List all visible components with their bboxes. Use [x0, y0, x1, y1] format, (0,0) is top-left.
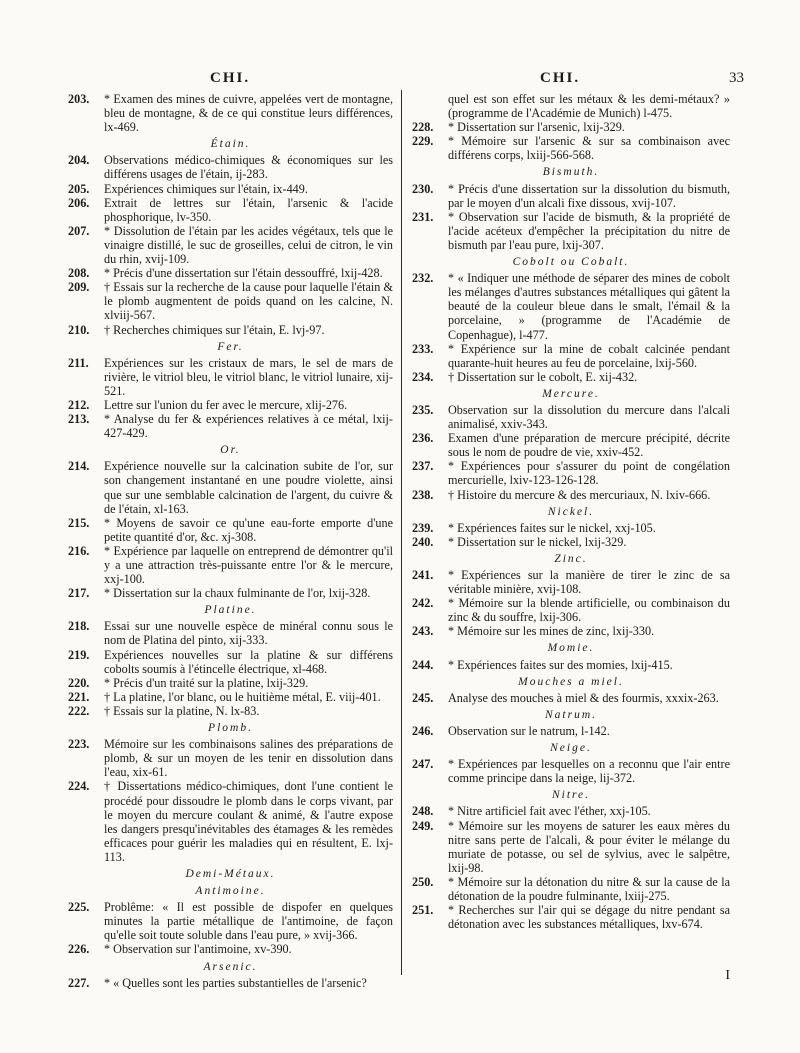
entry-text: * Expériences par lesquelles on a reconnu que l'air entre comme principe dans la neige, lij-372. [448, 757, 730, 786]
entry-number: 241. [412, 568, 434, 582]
entry-number: 214. [68, 459, 90, 474]
entry-number: 245. [412, 690, 434, 705]
index-entry [412, 757, 730, 785]
section-heading: Plomb. [208, 722, 253, 735]
entry-number: 219. [68, 647, 90, 662]
index-entry [412, 431, 730, 459]
section-heading: Natrum. [544, 708, 598, 721]
entry-text: * « Quelles sont les parties substantielles de l'arsenic? [104, 975, 367, 990]
entry-text: * Mémoire sur la blende artificielle, ou combinaison du zinc & du souffre, lxij-306. [448, 596, 730, 625]
entry-text: † Histoire du mercure & des mercuriaux, N. lxiv-666. [448, 487, 711, 502]
section-heading: Bismuth. [542, 166, 600, 179]
section-heading: Zinc. [554, 552, 588, 565]
index-entry [68, 153, 393, 181]
index-entry [68, 900, 393, 942]
index-entry [412, 658, 730, 672]
index-entry [68, 942, 393, 956]
entry-text: * Expériences faites sur le nickel, xxj-105. [448, 520, 656, 535]
entry-text: * Précis d'un traité sur la platine, lxij-329. [104, 675, 309, 690]
entry-text: † Essais sur la platine, N. lx-83. [104, 703, 260, 718]
entry-number [412, 92, 448, 120]
entry-text: * Précis d'une dissertation sur l'étain dessouffré, lxij-428. [104, 266, 383, 281]
section-heading: Nitre. [551, 789, 591, 802]
section-heading: Or. [220, 444, 241, 457]
index-entry [412, 271, 730, 341]
entry-number: 243. [412, 624, 434, 639]
entry-number: 207. [68, 223, 90, 238]
entry-text: † Essais sur la recherche de la cause pour laquelle l'étain & le plomb augmentent de poids quand on les calcine, N. xlviij-567. [104, 280, 393, 323]
index-entry [412, 804, 730, 818]
index-entry [68, 690, 393, 704]
index-entry [68, 196, 393, 224]
entry-number: 228. [412, 120, 434, 135]
index-entry [412, 120, 730, 134]
index-entry [412, 624, 730, 638]
entry-number: 212. [68, 397, 90, 412]
section-heading: Antimoine. [195, 885, 266, 898]
entry-number: 230. [412, 181, 434, 196]
entry-number: 227. [68, 975, 90, 990]
column-divider [401, 90, 402, 975]
index-entry [412, 521, 730, 535]
entry-text: Problême: « Il est possible de dispofer en quelques minutes la partie métallique de l'antimoine, de façon qu'elle soit toute soluble dans l'eau pure, » xvij-366. [104, 900, 393, 943]
index-entry [68, 323, 393, 337]
index-entry [68, 412, 393, 440]
entry-text: Expériences nouvelles sur la platine & sur différens cobolts soumis à l'étincelle électrique, xl-468. [104, 647, 393, 676]
entry-number: 251. [412, 903, 434, 918]
index-entry [412, 903, 730, 931]
entry-text: Expérience nouvelle sur la calcination subite de l'or, sur son changement instantané en une poudre violette, ainsi que sur une semblable calcination de l'argent, du cuivre & de l'étain, xl-163. [104, 459, 393, 516]
entry-text: † Dissertations médico-chimiques, dont l'une contient le procédé pour dissoudre le plomb dans le corps vivant, par le moyen du mercure coulant & animé, & l'autre expose les dangers presqu'inévitables des étamages & les remèdes efficaces pour guérir les maladies qui en résultent, E. lxj-113. [104, 779, 393, 864]
entry-number: 246. [412, 723, 434, 738]
entry-number: 223. [68, 737, 90, 752]
index-entry [412, 459, 730, 487]
entry-number: 239. [412, 520, 434, 535]
index-entry [412, 342, 730, 370]
entry-number: 240. [412, 534, 434, 549]
entry-text: * Dissertation sur la chaux fulminante de l'or, lxij-328. [104, 586, 371, 601]
index-entry [412, 535, 730, 549]
index-entry [412, 819, 730, 875]
entry-number: 226. [68, 942, 90, 957]
entry-text: * Mémoire sur les mines de zinc, lxij-330. [448, 624, 655, 639]
index-entry [412, 568, 730, 596]
left-column [68, 92, 393, 990]
entry-number: 206. [68, 195, 90, 210]
index-entry [68, 704, 393, 718]
section-heading: Nickel. [547, 505, 595, 518]
index-entry [412, 596, 730, 624]
index-entry [68, 737, 393, 779]
entry-text: Lettre sur l'union du fer avec le mercure, xlij-276. [104, 397, 348, 412]
entry-text: * Dissertation sur le nickel, lxij-329. [448, 534, 627, 549]
entry-number: 213. [68, 412, 90, 427]
entry-number: 216. [68, 543, 90, 558]
index-entry [68, 459, 393, 515]
entry-text: Observation sur le natrum, l-142. [448, 723, 610, 738]
index-entry [68, 280, 393, 322]
running-head-left: CHI. [210, 70, 251, 86]
entry-text: * Recherches sur l'air qui se dégage du nitre pendant sa détonation avec les substances métalliques, lxv-674. [448, 903, 730, 932]
entry-text: † Dissertation sur le cobolt, E. xij-432. [448, 369, 638, 384]
entry-text: quel est son effet sur les métaux & les demi-métaux? » (programme de l'Académie de Munich) l-475. [448, 92, 730, 121]
index-entry [68, 266, 393, 280]
entry-number: 221. [68, 689, 90, 704]
index-entry [412, 724, 730, 738]
index-entry [68, 779, 393, 864]
entry-text: * Mémoire sur la détonation du nitre & sur la cause de la détonation de la poudre fulminante, lxiij-275. [448, 874, 730, 903]
entry-number: 232. [412, 271, 434, 286]
entry-number: 247. [412, 757, 434, 772]
entry-text: * Précis d'une dissertation sur la dissolution du bismuth, par le moyen d'un alcali fixe dissous, xvij-107. [448, 181, 730, 210]
index-entry [68, 544, 393, 586]
entry-text: * Moyens de savoir ce qu'une eau-forte emporte d'une petite quantité d'or, &c. xj-308. [104, 515, 393, 544]
entry-text: † Recherches chimiques sur l'étain, E. lvj-97. [104, 322, 325, 337]
index-entry [412, 182, 730, 210]
entry-text: * Expériences pour s'assurer du point de congélation mercurielle, lxiv-123-126-128. [448, 459, 730, 488]
entry-number: 225. [68, 900, 90, 915]
right-column [412, 92, 730, 931]
index-entry [412, 488, 730, 502]
index-entry [412, 92, 730, 120]
entry-number: 234. [412, 369, 434, 384]
entry-text: † La platine, l'or blanc, ou le huitième métal, E. viij-401. [104, 689, 381, 704]
entry-text: Expériences chimiques sur l'étain, ix-449. [104, 181, 308, 196]
entry-text: Mémoire sur les combinaisons salines des préparations de plomb, & sur un moyen de les tenir en dissolution dans l'eau, xix-61. [104, 737, 393, 780]
entry-number: 236. [412, 431, 434, 446]
signature-mark: I [725, 968, 730, 983]
entry-number: 218. [68, 619, 90, 634]
entry-number: 250. [412, 874, 434, 889]
section-heading: Étain. [210, 138, 251, 151]
index-entry [412, 210, 730, 252]
entry-number: 231. [412, 209, 434, 224]
entry-number: 208. [68, 266, 90, 281]
entry-number: 222. [68, 703, 90, 718]
entry-number: 237. [412, 459, 434, 474]
entry-text: * Observation sur l'acide de bismuth, & la propriété de l'acide acéteux d'empêcher la précipitation du nitre de bismuth par l'eau pure, lxij-307. [448, 209, 730, 252]
index-entry [68, 619, 393, 647]
index-entry [68, 676, 393, 690]
section-heading: Demi-Métaux. [185, 867, 276, 880]
entry-number: 244. [412, 657, 434, 672]
index-entry [68, 356, 393, 398]
index-entry [68, 92, 393, 134]
entry-number: 211. [68, 355, 89, 370]
entry-text: * Expérience sur la mine de cobalt calcinée pendant quarante-huit heures au feu de porcelaine, lxij-560. [448, 341, 730, 370]
entry-text: * Mémoire sur l'arsenic & sur sa combinaison avec différens corps, lxiij-566-568. [448, 134, 730, 163]
entry-number: 204. [68, 153, 90, 168]
entry-number: 209. [68, 280, 90, 295]
entry-number: 217. [68, 586, 90, 601]
index-entry [68, 398, 393, 412]
page-number: 33 [729, 70, 744, 86]
section-heading: Fer. [217, 340, 244, 353]
entry-number: 233. [412, 341, 434, 356]
index-entry [412, 875, 730, 903]
section-heading: Momie. [547, 642, 595, 655]
entry-number: 248. [412, 804, 434, 819]
entry-number: 205. [68, 181, 90, 196]
section-heading: Mouches a miel. [518, 675, 624, 688]
entry-text: * Observation sur l'antimoine, xv-390. [104, 942, 292, 957]
entry-text: Essai sur une nouvelle espèce de minéral connu sous le nom de Platina del pinto, xij-333. [104, 619, 393, 648]
entry-number: 203. [68, 92, 90, 106]
entry-text: Extrait de lettres sur l'étain, l'arsenic & l'acide phosphorique, lv-350. [104, 195, 393, 224]
index-entry [68, 182, 393, 196]
section-heading: Neige. [550, 742, 592, 755]
entry-text: Examen d'une préparation de mercure précipité, décrite sous le nom de poudre de vie, xxiv-452. [448, 431, 730, 460]
entry-text: * Expériences sur la manière de tirer le zinc de sa véritable minière, xvij-108. [448, 568, 730, 597]
index-entry [68, 516, 393, 544]
entry-text: * « Indiquer une méthode de séparer des mines de cobolt les mélanges d'autres substances métalliques qui gâtent la beauté de la couleur bleue dans le smalt, l'émail & la porcelaine, » (programme de l'Académie de Copenhague), l-477. [448, 271, 730, 342]
index-entry [68, 224, 393, 266]
index-entry [412, 134, 730, 162]
index-entry [412, 403, 730, 431]
entry-text: * Expérience par laquelle on entreprend de démontrer qu'il y a une attraction très-puissante entre l'or & le mercure, xxj-100. [104, 543, 393, 587]
index-entry [68, 976, 393, 990]
index-entry [68, 586, 393, 600]
running-head-right: CHI. [540, 70, 581, 86]
index-entry [68, 648, 393, 676]
entry-number: 220. [68, 675, 90, 690]
index-entry [412, 691, 730, 705]
entry-text: * Expériences faites sur des momies, lxij-415. [448, 657, 673, 672]
entry-number: 215. [68, 515, 90, 530]
entry-text: * Analyse du fer & expériences relatives à ce métal, lxij-427-429. [104, 412, 393, 441]
entry-number: 229. [412, 134, 434, 149]
entry-text: * Mémoire sur les moyens de saturer les eaux mères du nitre sans perte de l'alcali, & pour éviter le mélange du muriate de potasse, ou sel de sylvius, avec le salpêtre, lxij-98. [448, 818, 730, 875]
entry-text: Observation sur la dissolution du mercure dans l'alcali animalisé, xxiv-343. [448, 402, 730, 432]
section-heading: Mercure. [542, 387, 600, 400]
entry-number: 242. [412, 596, 434, 611]
entry-text: Analyse des mouches à miel & des fourmis, xxxix-263. [448, 690, 719, 705]
entry-text: Observations médico-chimiques & économiques sur les différens usages de l'étain, ij-283. [104, 153, 393, 182]
entry-text: * Nitre artificiel fait avec l'éther, xxj-105. [448, 804, 651, 819]
entry-number: 238. [412, 487, 434, 502]
entry-text: Expériences sur les cristaux de mars, le sel de mars de rivière, le vitriol bleu, le vitriol blanc, le vitriol lunaire, xij-521. [104, 355, 393, 398]
section-heading: Platine. [204, 604, 257, 617]
index-entry [412, 370, 730, 384]
entry-number: 235. [412, 402, 434, 417]
entry-text: * Examen des mines de cuivre, appelées vert de montagne, bleu de montagne, & de ce qui constitue leurs différences, lx-469. [104, 92, 393, 135]
entry-text: * Dissolution de l'étain par les acides végétaux, tels que le vinaigre distillé, le suc de groseilles, celui de citron, le vin du rhin, xvij-109. [104, 223, 393, 267]
entry-text: * Dissertation sur l'arsenic, lxij-329. [448, 120, 625, 135]
entry-number: 210. [68, 322, 90, 337]
section-heading: Cobolt ou Cobalt. [512, 256, 630, 269]
section-heading: Arsenic. [203, 960, 258, 973]
entry-number: 224. [68, 779, 90, 794]
entry-number: 249. [412, 818, 434, 833]
